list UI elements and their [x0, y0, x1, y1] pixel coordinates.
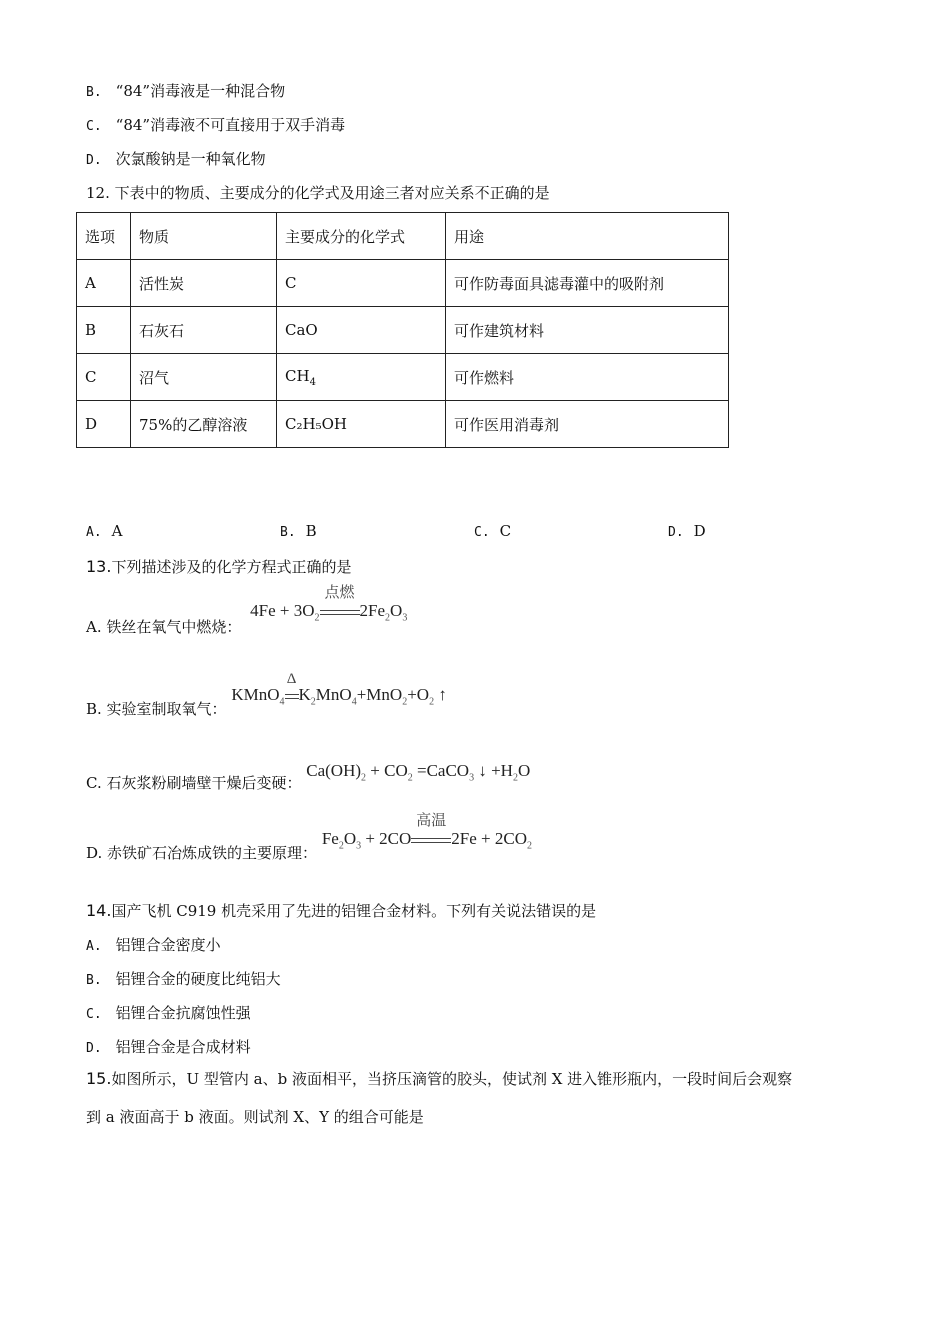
q13-stem [86, 556, 351, 577]
choice-text: A [111, 522, 123, 540]
header-cell-use: 用途 [446, 213, 729, 260]
cell-option: D [77, 401, 131, 448]
q11-option-d [86, 148, 266, 169]
reaction-condition: 点燃 [320, 601, 360, 621]
q14-stem [86, 900, 596, 921]
question-number: 13. [86, 557, 112, 576]
choice-text: D [693, 522, 706, 540]
q12-choice-a [86, 522, 123, 540]
option-label: B. 实验室制取氧气： [86, 700, 227, 718]
option-letter: A. [86, 939, 102, 954]
cell-substance: 75%的乙醇溶液 [131, 401, 277, 448]
option-text: 铝锂合金密度小 [115, 936, 221, 954]
cell-substance: 活性炭 [131, 260, 277, 307]
choice-letter: C. [474, 525, 490, 540]
option-label: D. 赤铁矿石冶炼成铁的主要原理： [86, 844, 318, 862]
reaction-condition: Δ [285, 685, 299, 705]
option-letter: D. [86, 153, 102, 168]
q11-option-b [86, 80, 285, 101]
option-letter: B. [86, 85, 102, 100]
equation-d: $Fe_2O_3 + 2CO$ 高温 $2Fe + 2CO_2$ [321, 813, 532, 852]
choice-text: C [499, 522, 512, 540]
cell-substance: 沼气 [131, 354, 277, 401]
q14-option-d [86, 1036, 251, 1057]
q12-choice-c [474, 522, 511, 540]
option-text: 次氯酸钠是一种氧化物 [115, 150, 266, 168]
equation-b: KMnO$_4$ Δ $K_2MnO_4+MnO_2+O_2$ ↑ [231, 671, 447, 708]
q12-choice-d [668, 522, 706, 540]
table-row [77, 354, 729, 401]
option-letter: B. [86, 973, 102, 988]
choice-text: B [305, 522, 317, 540]
cell-substance: 石灰石 [131, 307, 277, 354]
q12-choice-b [280, 522, 317, 540]
q15-stem-line1 [86, 1068, 792, 1089]
q13-option-c [86, 760, 531, 792]
header-cell-option: 选项 [77, 213, 131, 260]
cell-option: A [77, 260, 131, 307]
cell-option: B [77, 307, 131, 354]
option-label: A. 铁丝在氧气中燃烧： [86, 618, 242, 636]
question-number: 14. [86, 901, 112, 920]
cell-use: 可作燃料 [446, 354, 729, 401]
q14-option-b [86, 968, 281, 989]
q15-stem-line2: 到 a 液面高于 b 液面。则试剂 X、Y 的组合可能是 [86, 1108, 424, 1126]
q13-option-a [86, 585, 408, 636]
option-text: 铝锂合金抗腐蚀性强 [115, 1004, 251, 1022]
choice-letter: B. [280, 525, 296, 540]
table-row [77, 307, 729, 354]
question-text: 如图所示，U 型管内 a、b 液面相平，当挤压滴管的胶头，使试剂 X 进入锥形瓶内，一段时间后会观察 [111, 1070, 793, 1088]
option-letter: C. [86, 119, 102, 134]
cell-use: 可作医用消毒剂 [446, 401, 729, 448]
q13-option-b [86, 671, 447, 718]
table-row [77, 401, 729, 448]
cell-use: 可作建筑材料 [446, 307, 729, 354]
q13-option-d [86, 813, 532, 862]
cell-use: 可作防毒面具滤毒灌中的吸附剂 [446, 260, 729, 307]
table-header-row [77, 213, 729, 260]
cell-formula [277, 354, 446, 401]
option-letter: D. [86, 1041, 102, 1056]
reaction-condition: 高温 [411, 829, 451, 849]
option-text: 铝锂合金的硬度比纯铝大 [115, 970, 281, 988]
q12-table [76, 212, 729, 448]
equation-a: $4Fe + 3O_2$ 点燃 $2Fe_2O_3$ [250, 585, 408, 624]
option-text: “84”消毒液是一种混合物 [115, 82, 286, 100]
question-text: 国产飞机 C919 机壳采用了先进的铝锂合金材料。下列有关说法错误的是 [111, 902, 597, 920]
cell-formula: CaO [277, 307, 446, 354]
table-row [77, 260, 729, 307]
formula-main: CH [285, 366, 310, 385]
cell-formula: C [277, 260, 446, 307]
q14-option-a [86, 934, 221, 955]
choice-letter: A. [86, 525, 102, 540]
question-number: 15. [86, 1069, 112, 1088]
option-letter: C. [86, 1007, 102, 1022]
option-label: C. 石灰浆粉刷墙壁干燥后变硬： [86, 774, 302, 792]
equation-c: $Ca(OH)_2 + CO_2$ =CaCO$_3$ ↓ $+H_2O$ [306, 761, 531, 784]
question-text: 下列描述涉及的化学方程式正确的是 [111, 558, 352, 576]
q14-option-c [86, 1002, 251, 1023]
choice-letter: D. [668, 525, 684, 540]
option-text: 铝锂合金是合成材料 [115, 1038, 251, 1056]
formula-subscript: 4 [309, 376, 316, 388]
header-cell-formula: 主要成分的化学式 [277, 213, 446, 260]
q11-option-c [86, 114, 345, 135]
cell-option: C [77, 354, 131, 401]
q12-stem: 12. 下表中的物质、主要成分的化学式及用途三者对应关系不正确的是 [86, 184, 550, 202]
cell-formula: C₂H₅OH [277, 401, 446, 448]
option-text: “84”消毒液不可直接用于双手消毒 [115, 116, 346, 134]
header-cell-substance: 物质 [131, 213, 277, 260]
